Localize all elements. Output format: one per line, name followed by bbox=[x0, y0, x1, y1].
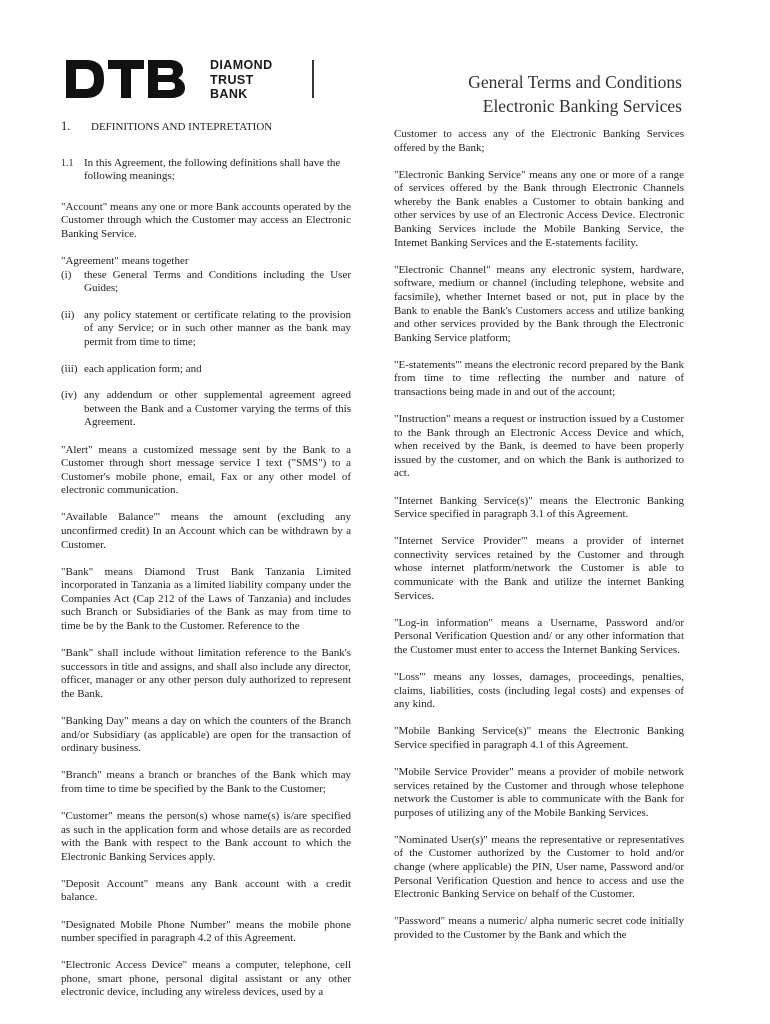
header-divider bbox=[312, 60, 314, 98]
definition-login-information: "Log-in information" means a Username, Password and/or Personal Verification Question and/ or any other information that the Customer must enter to access the Internet Banking Services. bbox=[394, 616, 684, 656]
definition-customer-continued: Customer to access any of the Electronic Banking Services offered by the Bank; bbox=[394, 128, 684, 154]
definition-mobile-service-provider: "Mobile Service Provider" means a provider of mobile network services retained by the Customer and through whose telephone network the Customer is able to communicate with the Bank for purposes of utilizing any of the Mobile Banking Services. bbox=[394, 765, 684, 819]
clause-1-1 bbox=[61, 157, 351, 184]
agreement-heading: "Agreement" means together bbox=[61, 255, 189, 268]
item-text: any addendum or other supplemental agreement agreed between the Bank and a Customer varying the terms of this Agreement. bbox=[84, 389, 351, 429]
logo-wordmark bbox=[210, 58, 300, 102]
definition-electronic-access-device: "Electronic Access Device" means a computer, telephone, cell phone, smart phone, personal digital assistant or any other electronic device, including any wireless devices, used by a bbox=[61, 959, 351, 999]
item-text: each application form; and bbox=[84, 362, 202, 375]
logo-word: BANK bbox=[210, 87, 248, 101]
item-marker: (ii) bbox=[61, 308, 75, 321]
definition-alert: "Alert" means a customized message sent by the Bank to a Customer through short message service I text ("SMS") to a Customer's mobile phone, email, Fax or any other model of electronic communication. bbox=[61, 443, 351, 497]
title-line-2: Electronic Banking Services bbox=[482, 96, 682, 116]
definition-deposit-account: "Deposit Account" means any Bank account with a credit balance. bbox=[61, 877, 351, 904]
definition-e-statements: "E-statements"' means the electronic record prepared by the Bank from time to time reflecting the number and nature of transactions being made in and out of the account; bbox=[394, 358, 684, 398]
document-title bbox=[468, 70, 682, 118]
title-line-1: General Terms and Conditions bbox=[468, 72, 682, 92]
definition-loss: "Loss"' means any losses, damages, proceedings, penalties, claims, liabilities, costs (including legal costs) and expenses of any kind. bbox=[394, 671, 684, 711]
definition-nominated-users: "Nominated User(s)" means the representative or representatives of the Customer authorized by the Customer to hold and/or change (where applicable) the PIN, User name, Password and/or Personal Verification Question and hence to access and use the Electronic Banking Service on behalf of the Customer. bbox=[394, 833, 684, 901]
definition-bank: "Bank" means Diamond Trust Bank Tanzania Limited incorporated in Tanzania as a limited liability company under the Companies Act (Cap 212 of the Laws of Tanzania) and includes such Branch or Subsidiaries of the Bank as may from time to time be by the Bank to the Customer. Reference to the bbox=[61, 565, 351, 633]
item-marker: (iv) bbox=[61, 389, 77, 402]
dtb-logo-mark bbox=[64, 58, 186, 100]
agreement-item bbox=[61, 363, 351, 377]
agreement-item bbox=[61, 309, 351, 350]
definition-mobile-banking-service: "Mobile Banking Service(s)" means the Electronic Banking Service specified in paragraph 4.1 of this Agreement. bbox=[394, 725, 684, 751]
definition-password: "Password" means a numeric/ alpha numeric secret code initially provided to the Customer by the Bank and which the bbox=[394, 915, 684, 941]
right-column bbox=[394, 128, 684, 956]
item-marker: (iii) bbox=[61, 362, 78, 375]
definition-branch: "Branch" means a branch or branches of the Bank which may from time to time be specified by the Bank to the Customer; bbox=[61, 769, 351, 795]
section-title: DEFINITIONS AND INTEPRETATION bbox=[91, 121, 273, 133]
section-heading bbox=[61, 120, 351, 135]
logo-word: TRUST bbox=[210, 72, 254, 87]
definition-designated-mobile: "Designated Mobile Phone Number" means the mobile phone number specified in paragraph 4.2 of this Agreement. bbox=[61, 918, 351, 945]
definition-customer: "Customer" means the person(s) whose name(s) is/are specified as such in the application form and whose details are as recorded with the Bank with respect to the Bank account to which the Electronic Banking Services apply. bbox=[61, 809, 351, 863]
left-column bbox=[61, 120, 351, 1014]
item-text: any policy statement or certificate relating to the provision of any Service; or in such other manner as the bank may permit from time to time; bbox=[84, 308, 351, 349]
definition-agreement bbox=[61, 255, 351, 430]
definition-account: "Account" means any one or more Bank accounts operated by the Customer through which the Customer may access an Electronic Banking Service. bbox=[61, 200, 351, 240]
agreement-item bbox=[61, 389, 351, 430]
clause-text: In this Agreement, the following definitions shall have the following meanings; bbox=[84, 156, 341, 183]
definition-bank-include: "Bank" shall include without limitation reference to the Bank's successors in title and assigns, and shall also include any director, officer, manager or any other person duly authorized to represent the Bank. bbox=[61, 647, 351, 700]
item-text: these General Terms and Conditions including the User Guides; bbox=[84, 268, 351, 295]
definition-banking-day: "Banking Day" means a day on which the counters of the Branch and/or Subsidiary (as applicable) are open for the transaction of ordinary business. bbox=[61, 715, 351, 755]
definition-internet-service-provider: "Internet Service Provider"' means a provider of internet connectivity services retained by the Customer and through whose internet platform/network the Customer is able to communicate with the Bank and utilize the internet Banking Services. bbox=[394, 535, 684, 602]
definition-internet-banking-service: "Internet Banking Service(s)" means the Electronic Banking Service specified in paragraph 3.1 of this Agreement. bbox=[394, 494, 684, 521]
definition-instruction: "Instruction" means a request or instruction issued by a Customer to the Bank through an Electronic Access Device and which, when received by the Bank, is deemed to have been properly issued by the customer, and on which the Bank is authorized to act. bbox=[394, 413, 684, 480]
section-number: 1. bbox=[61, 119, 71, 133]
item-marker: (i) bbox=[61, 268, 72, 281]
clause-number: 1.1 bbox=[61, 157, 74, 169]
definition-electronic-banking-service: "Electronic Banking Service" means any one or more of a range of services offered by the Bank through Electronic Channels whereby the Bank enables a Customer to obtain banking and other services by use of an Electronic Access Device. Electronic Banking Services include the Mobile Banking Service, the Intemet Banking Services and the E-statements facility. bbox=[394, 168, 684, 249]
definition-electronic-channel: "Electronic Channel" means any electronic system, hardware, software, medium or channel (including telephone, website and facsimile), whether Internet based or not, put in place by the Bank to enable the Bank's Customers access and utilize banking and other services provided by the Bank through the Electronic Banking Service platform; bbox=[394, 263, 684, 344]
definition-available-balance: "Available Balance"' means the amount (excluding any unconfirmed credit) In an Account which can be withdrawn by a Customer. bbox=[61, 511, 351, 551]
agreement-item bbox=[61, 269, 351, 296]
logo-word: DIAMOND bbox=[210, 58, 273, 72]
